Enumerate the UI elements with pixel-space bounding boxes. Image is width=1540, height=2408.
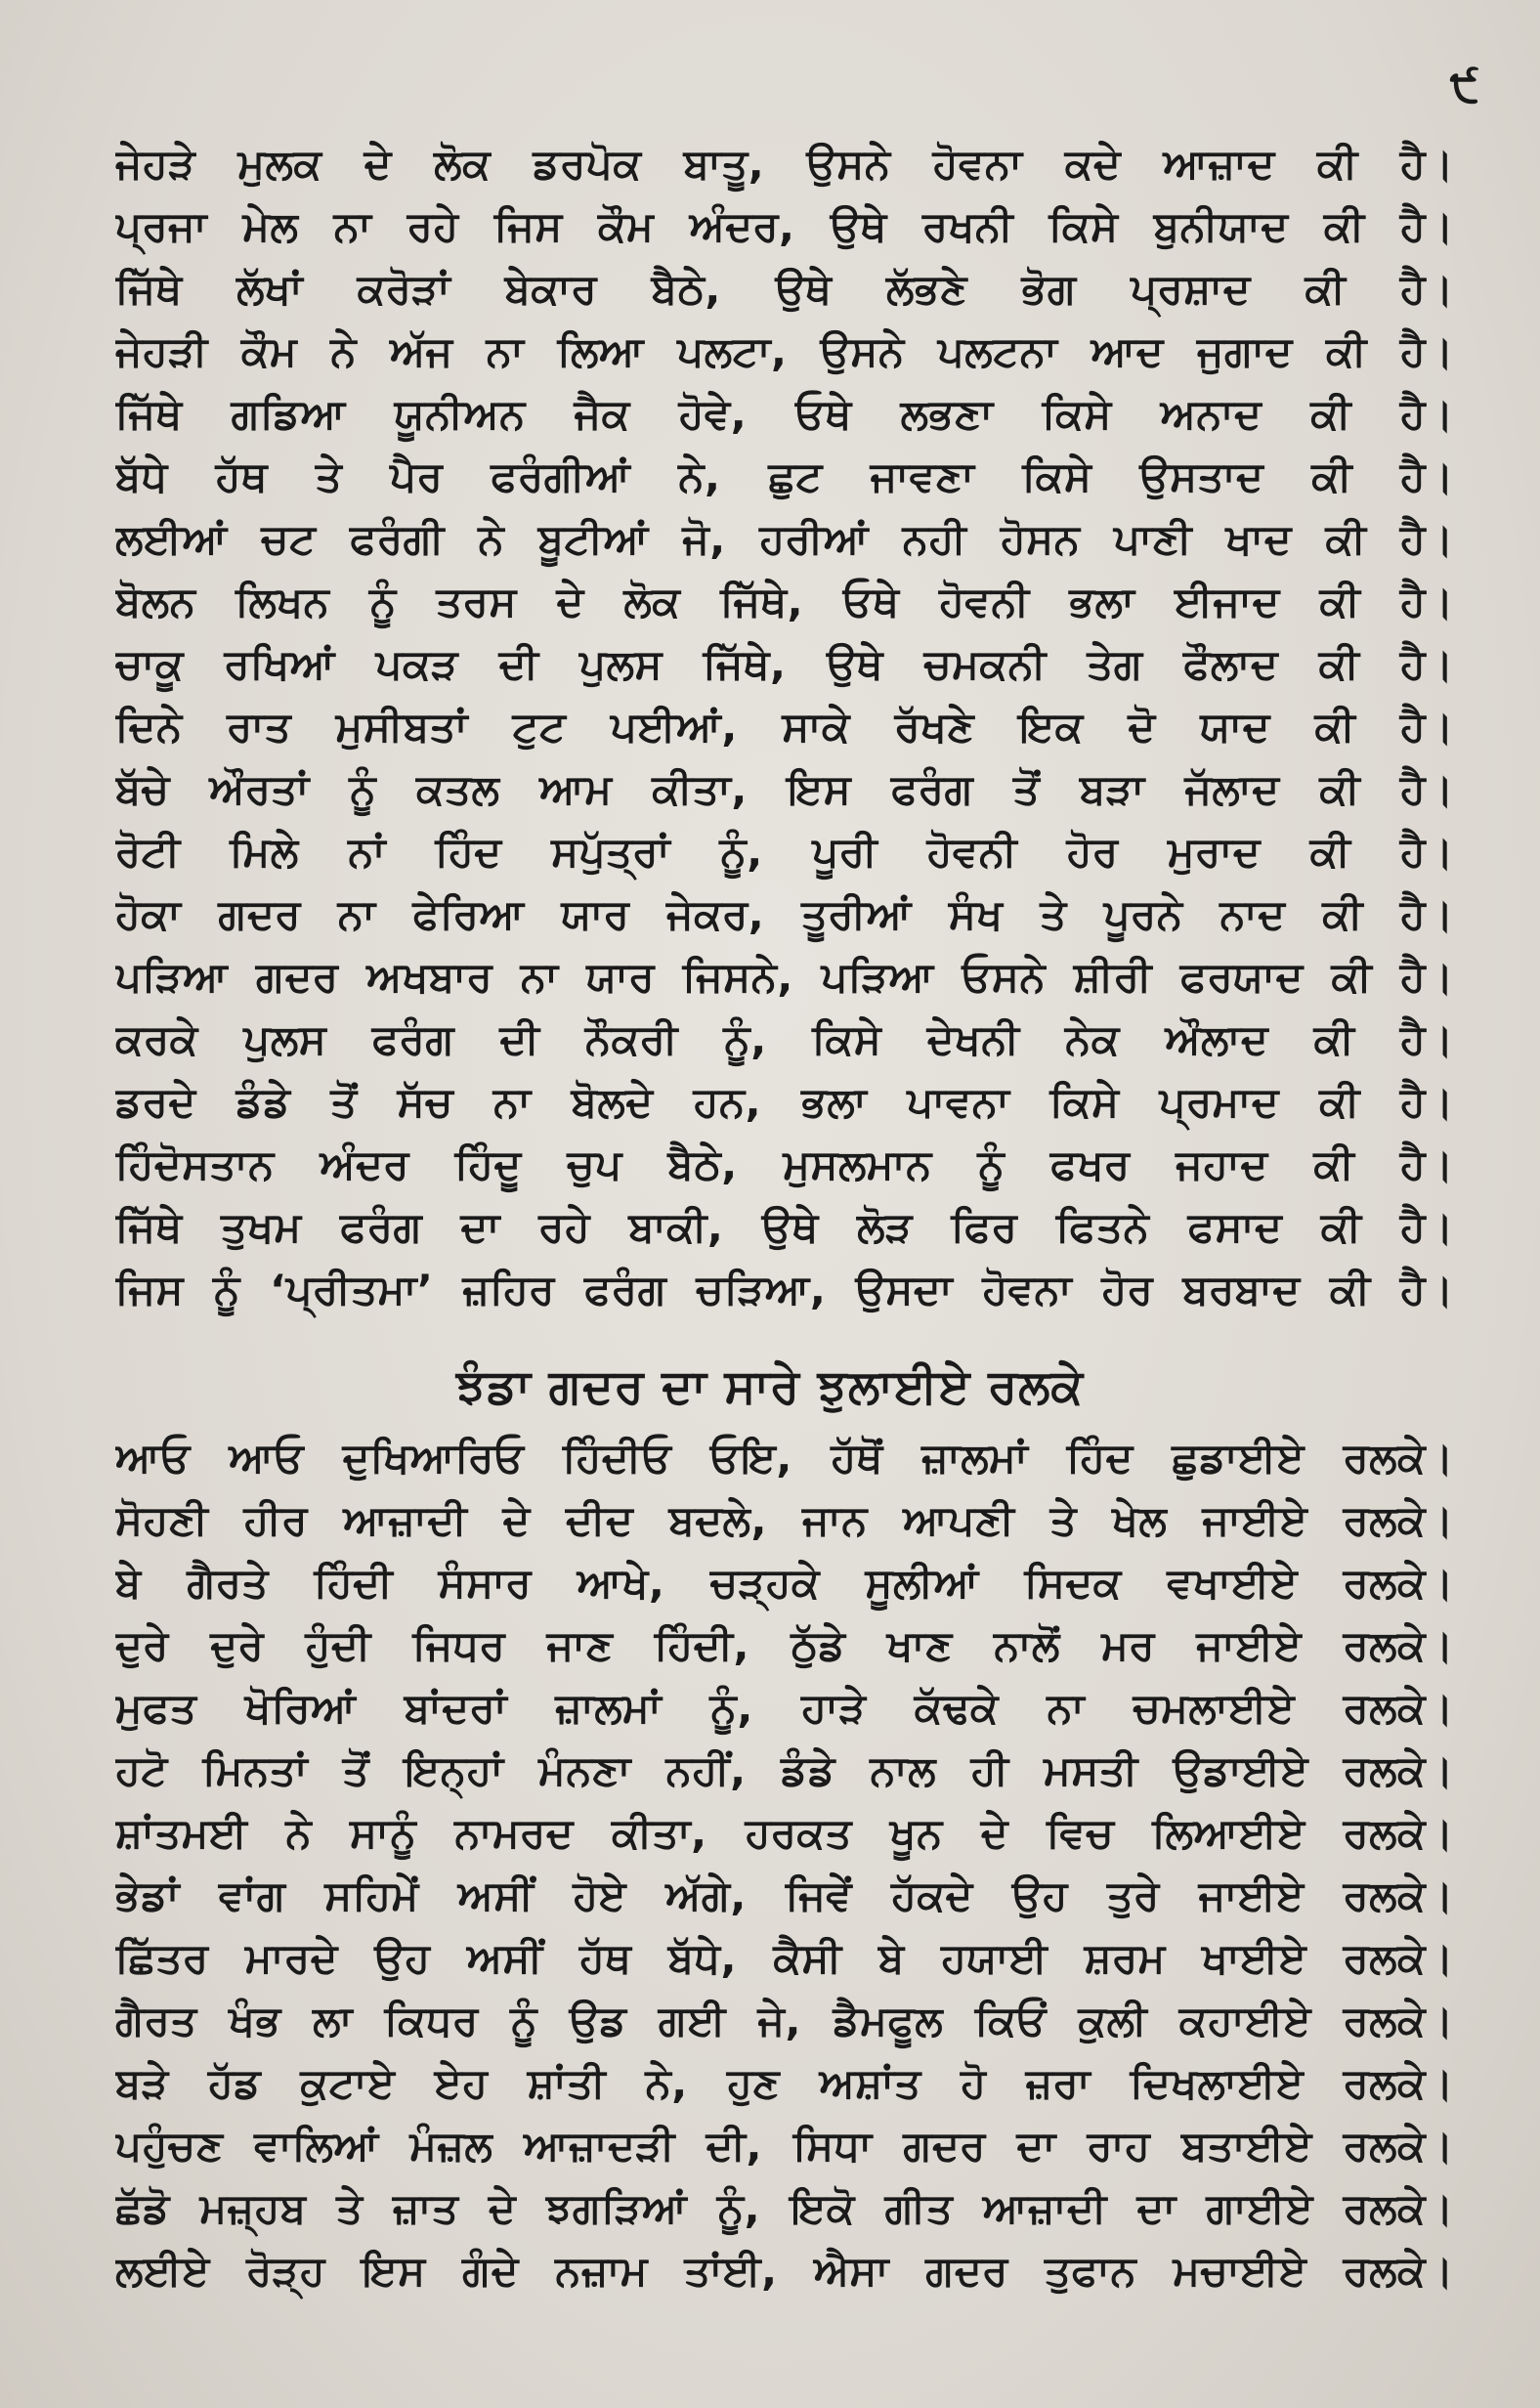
poem-2-line: ਸੋਹਣੀ ਹੀਰ ਆਜ਼ਾਦੀ ਦੇ ਦੀਦ ਬਦਲੇ, ਜਾਨ ਆਪਣੀ ਤੇ ਖੇਲ ਜਾਈਏ ਰਲਕੇ। (115, 1496, 1454, 1544)
poem-2-line: ਦੁਰੇ ਦੁਰੇ ਹੁੰਦੀ ਜਿਧਰ ਜਾਣ ਹਿੰਦੀ, ਠੁੱਡੇ ਖਾਣ ਨਾਲੋਂ ਮਰ ਜਾਈਏ ਰਲਕੇ। (115, 1621, 1454, 1669)
poem-1-line: ਜਿੱਥੇ ਲੱਖਾਂ ਕਰੋੜਾਂ ਬੇਕਾਰ ਬੈਠੇ, ਉਥੇ ਲੱਭਣੇ ਭੋਗ ਪ੍ਰਸ਼ਾਦ ਕੀ ਹੈ। (115, 265, 1454, 313)
poem-2-line: ਆਓ ਆਓ ਦੁਖਿਆਰਿਓ ਹਿੰਦੀਓ ਓਇ, ਹੱਥੋਂ ਜ਼ਾਲਮਾਂ ਹਿੰਦ ਛੁਡਾਈਏ ਰਲਕੇ। (115, 1434, 1454, 1482)
poem-1-line: ਜੇਹੜੇ ਮੁਲਕ ਦੇ ਲੋਕ ਡਰਪੋਕ ਬਾਤੂ, ਉਸਨੇ ਹੋਵਨਾ ਕਦੇ ਆਜ਼ਾਦ ਕੀ ਹੈ। (115, 140, 1454, 188)
poem-2-line: ਛਿੱਤਰ ਮਾਰਦੇ ਉਹ ਅਸੀਂ ਹੱਥ ਬੱਧੇ, ਕੈਸੀ ਬੇ ਹਯਾਈ ਸ਼ਰਮ ਖਾਈਏ ਰਲਕੇ। (115, 1934, 1454, 1982)
poem-1-line: ਬੋਲਨ ਲਿਖਨ ਨੂੰ ਤਰਸ ਦੇ ਲੋਕ ਜਿੱਥੇ, ਓਥੇ ਹੋਵਨੀ ਭਲਾ ਈਜਾਦ ਕੀ ਹੈ। (115, 578, 1454, 625)
poem-2-line: ਪਹੁੰਚਣ ਵਾਲਿਆਂ ਮੰਜ਼ਲ ਆਜ਼ਾਦੜੀ ਦੀ, ਸਿਧਾ ਗਦਰ ਦਾ ਰਾਹ ਬਤਾਈਏ ਰਲਕੇ। (115, 2122, 1454, 2170)
poem-1-line: ਬੱਚੇ ਔਰਤਾਂ ਨੂੰ ਕਤਲ ਆਮ ਕੀਤਾ, ਇਸ ਫਰੰਗ ਤੋਂ ਬੜਾ ਜੱਲਾਦ ਕੀ ਹੈ। (115, 765, 1454, 813)
poem-2-line: ਮੁਫਤ ਖੋਰਿਆਂ ਬਾਂਦਰਾਂ ਜ਼ਾਲਮਾਂ ਨੂੰ, ਹਾੜੇ ਕੱਢਕੇ ਨਾ ਚਮਲਾਈਏ ਰਲਕੇ। (115, 1684, 1454, 1732)
poem-1-stanza (115, 133, 1454, 1321)
poem-2-line: ਹਟੋ ਮਿਨਤਾਂ ਤੋਂ ਇਨ੍ਹਾਂ ਮੰਨਣਾ ਨਹੀਂ, ਡੰਡੇ ਨਾਲ ਹੀ ਮਸਤੀ ਉਡਾਈਏ ਰਲਕੇ। (115, 1746, 1454, 1794)
poem-2-title: ਝੰਡਾ ਗਦਰ ਦਾ ਸਾਰੇ ਝੁਲਾਈਏ ਰਲਕੇ (455, 1359, 1085, 1414)
poem-2-stanza (115, 1427, 1454, 2302)
page-number: ੯ (1449, 59, 1479, 111)
poem-1-line: ਰੋਟੀ ਮਿਲੇ ਨਾਂ ਹਿੰਦ ਸਪੁੱਤ੍ਰਾਂ ਨੂੰ, ਪੂਰੀ ਹੋਵਨੀ ਹੋਰ ਮੁਰਾਦ ਕੀ ਹੈ। (115, 828, 1454, 876)
poem-1-line: ਦਿਨੇ ਰਾਤ ਮੁਸੀਬਤਾਂ ਟੁਟ ਪਈਆਂ, ਸਾਕੇ ਰੱਖਣੇ ਇਕ ਦੋ ਯਾਦ ਕੀ ਹੈ। (115, 703, 1454, 751)
poem-1-line: ਚਾਕੂ ਰਖਿਆਂ ਪਕੜ ਦੀ ਪੁਲਸ ਜਿੱਥੇ, ਉਥੇ ਚਮਕਨੀ ਤੇਗ ਫੌਲਾਦ ਕੀ ਹੈ। (115, 640, 1454, 688)
poem-1-line: ਡਰਦੇ ਡੰਡੇ ਤੋਂ ਸੱਚ ਨਾ ਬੋਲਦੇ ਹਨ, ਭਲਾ ਪਾਵਨਾ ਕਿਸੇ ਪ੍ਰਮਾਦ ਕੀ ਹੈ। (115, 1078, 1454, 1126)
poem-1-line: ਕਰਕੇ ਪੁਲਸ ਫਰੰਗ ਦੀ ਨੌਕਰੀ ਨੂੰ, ਕਿਸੇ ਦੇਖਨੀ ਨੇਕ ਔਲਾਦ ਕੀ ਹੈ। (115, 1015, 1454, 1063)
poem-1-line: ਬੱਧੇ ਹੱਥ ਤੇ ਪੈਰ ਫਰੰਗੀਆਂ ਨੇ, ਛੁਟ ਜਾਵਣਾ ਕਿਸੇ ਉਸਤਾਦ ਕੀ ਹੈ। (115, 452, 1454, 500)
poem-1-line: ਜਿੱਥੇ ਤੁਖਮ ਫਰੰਗ ਦਾ ਰਹੇ ਬਾਕੀ, ਉਥੇ ਲੋੜ ਫਿਰ ਫਿਤਨੇ ਫਸਾਦ ਕੀ ਹੈ। (115, 1203, 1454, 1251)
poem-1-line: ਪੜਿਆ ਗਦਰ ਅਖਬਾਰ ਨਾ ਯਾਰ ਜਿਸਨੇ, ਪੜਿਆ ਓਸਨੇ ਸ਼ੀਰੀ ਫਰਯਾਦ ਕੀ ਹੈ। (115, 953, 1454, 1001)
poem-2-line: ਲਈਏ ਰੋੜ੍ਹ ਇਸ ਗੰਦੇ ਨਜ਼ਾਮ ਤਾਂਈ, ਐਸਾ ਗਦਰ ਤੁਫਾਨ ਮਚਾਈਏ ਰਲਕੇ। (115, 2247, 1454, 2295)
poem-1-line: ਜਿਸ ਨੂੰ ‘ਪ੍ਰੀਤਮਾ’ ਜ਼ਹਿਰ ਫਰੰਗ ਚੜਿਆ, ਉਸਦਾ ਹੋਵਨਾ ਹੋਰ ਬਰਬਾਦ ਕੀ ਹੈ। (115, 1266, 1454, 1313)
poem-2-line: ਬੇ ਗੈਰਤੇ ਹਿੰਦੀ ਸੰਸਾਰ ਆਖੇ, ਚੜ੍ਹਕੇ ਸੂਲੀਆਂ ਸਿਦਕ ਵਖਾਈਏ ਰਲਕੇ। (115, 1559, 1454, 1607)
poem-1-line: ਜਿੱਥੇ ਗਡਿਆ ਯੂਨੀਅਨ ਜੈਕ ਹੋਵੇ, ਓਥੇ ਲਭਣਾ ਕਿਸੇ ਅਨਾਦ ਕੀ ਹੈ। (115, 390, 1454, 438)
poem-2-line: ਗੈਰਤ ਖੰਭ ਲਾ ਕਿਧਰ ਨੂੰ ਉਡ ਗਈ ਜੇ, ਡੈਮਫੂਲ ਕਿਓਂ ਕੁਲੀ ਕਹਾਈਏ ਰਲਕੇ। (115, 1997, 1454, 2044)
poem-1-line: ਜੇਹੜੀ ਕੌਮ ਨੇ ਅੱਜ ਨਾ ਲਿਆ ਪਲਟਾ, ਉਸਨੇ ਪਲਟਨਾ ਆਦ ਜੁਗਾਦ ਕੀ ਹੈ। (115, 327, 1454, 375)
poem-2-line: ਛੱਡੋ ਮਜ਼੍ਹਬ ਤੇ ਜ਼ਾਤ ਦੇ ਝਗੜਿਆਂ ਨੂੰ, ਇਕੋ ਗੀਤ ਆਜ਼ਾਦੀ ਦਾ ਗਾਈਏ ਰਲਕੇ। (115, 2184, 1454, 2232)
poem-2-line: ਭੇਡਾਂ ਵਾਂਗ ਸਹਿਮੇਂ ਅਸੀਂ ਹੋਏ ਅੱਗੇ, ਜਿਵੇਂ ਹੱਕਦੇ ਉਹ ਤੁਰੇ ਜਾਈਏ ਰਲਕੇ। (115, 1871, 1454, 1919)
poem-2-line: ਬੜੇ ਹੱਡ ਕੁਟਾਏ ਏਹ ਸ਼ਾਂਤੀ ਨੇ, ਹੁਣ ਅਸ਼ਾਂਤ ਹੋ ਜ਼ਰਾ ਦਿਖਲਾਈਏ ਰਲਕੇ। (115, 2059, 1454, 2107)
poem-2-line: ਸ਼ਾਂਤਮਈ ਨੇ ਸਾਨੂੰ ਨਾਮਰਦ ਕੀਤਾ, ਹਰਕਤ ਖੂਨ ਦੇ ਵਿਚ ਲਿਆਈਏ ਰਲਕੇ। (115, 1809, 1454, 1857)
poem-1-line: ਹੋਕਾ ਗਦਰ ਨਾ ਫੇਰਿਆ ਯਾਰ ਜੇਕਰ, ਤੂਰੀਆਂ ਸੰਖ ਤੇ ਪੂਰਨੇ ਨਾਦ ਕੀ ਹੈ। (115, 890, 1454, 938)
poem-1-line: ਹਿੰਦੋਸਤਾਨ ਅੰਦਰ ਹਿੰਦੂ ਚੁਪ ਬੈਠੇ, ਮੁਸਲਮਾਨ ਨੂੰ ਫਖਰ ਜਹਾਦ ਕੀ ਹੈ। (115, 1140, 1454, 1188)
poem-1-line: ਲਈਆਂ ਚਟ ਫਰੰਗੀ ਨੇ ਬੂਟੀਆਂ ਜੋ, ਹਰੀਆਂ ਨਹੀ ਹੋਸਨ ਪਾਣੀ ਖਾਦ ਕੀ ਹੈ। (115, 515, 1454, 563)
poem-1-line: ਪ੍ਰਜਾ ਮੇਲ ਨਾ ਰਹੇ ਜਿਸ ਕੌਮ ਅੰਦਰ, ਉਥੇ ਰਖਨੀ ਕਿਸੇ ਬੁਨੀਯਾਦ ਕੀ ਹੈ। (115, 202, 1454, 250)
